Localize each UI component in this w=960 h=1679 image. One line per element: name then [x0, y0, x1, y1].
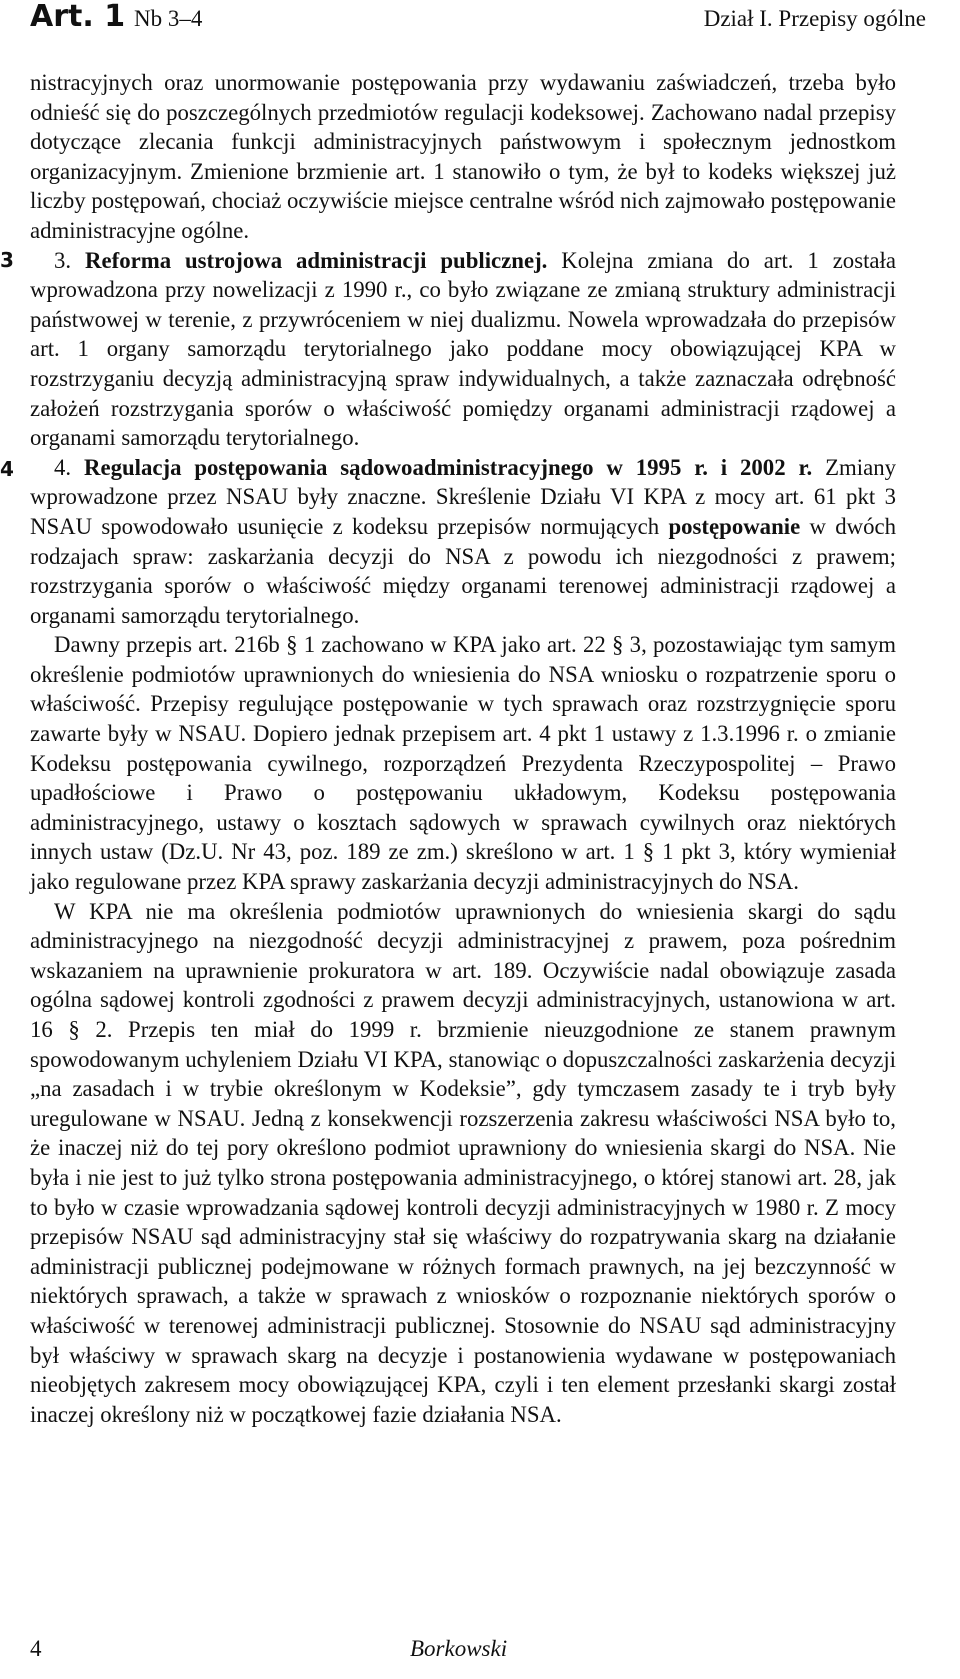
marginal-numbers-range: Nb 3–4 — [134, 6, 203, 31]
page-number: 4 — [30, 1636, 42, 1661]
page-header — [30, 0, 926, 40]
paragraph-4-bold-term: postępowanie — [668, 513, 801, 539]
paragraph-3 — [30, 246, 896, 453]
section-title: Dział I. Przepisy ogólne — [703, 6, 926, 31]
paragraph-3-number: 3. — [54, 247, 72, 273]
paragraph-continuation: nistracyjnych oraz unormowanie postępowania przy wydawaniu zaświadczeń, trzeba było odnieść się do poszczególnych przedmiotów regulacji kodeksowej. Zachowano nadal przepisy dotyczące zlecania funkcji administracyjnych państwowym i społecznym jednostkom organizacyjnym. Zmienione brzmienie art. 1 stanowiło o tym, że był to kodeks większej już liczby postępowań, chociaż oczywiście miejsce centralne wśród nich zajmowało postępowanie administracyjne ogólne. — [30, 70, 896, 243]
paragraph-5: Dawny przepis art. 216b § 1 zachowano w KPA jako art. 22 § 3, pozostawiając tym samym określenie podmiotów uprawnionych do wniesienia do NSA wniosku o rozpatrzenie sporu o właściwość. Przepisy regulujące postępowanie w tych sprawach oraz rozstrzygnięcie sporu zawarte były w NSAU. Dopiero jednak przepisem art. 4 pkt 1 ustawy z 1.3.1996 r. o zmianie Kodeksu postępowania cywilnego, rozporządzeń Prezydenta Rzeczypospolitej – Prawo upadłościowe i Prawo o postępowaniu układowym, Kodeksu postępowania administracyjnego, ustawy o kosztach sądowych w sprawach cywilnych oraz niektórych innych ustaw (Dz.U. Nr 43, poz. 189 ze zm.) skreślono w art. 1 § 1 pkt 3, który wymieniał jako regulowane przez KPA sprawy zaskarżania decyzji administracyjnych do NSA. — [30, 632, 896, 895]
author-name: Borkowski — [410, 1636, 508, 1661]
paragraph-4-text-a: Zmiany wprowadzone przez NSAU były znaczne. Skreślenie Działu VI KPA z mocy art. 61 pkt 3 NSAU spowodowało usunięcie z kodeksu przepisów normujących — [30, 454, 896, 539]
paragraph-3-text: Kolejna zmiana do art. 1 została wprowadzona przy nowelizacji z 1990 r., co było związane ze zmianą struktury administracji państwowej w terenie, z przywróceniem w niej dualizmu. Nowela wprowadzała do przepisów art. 1 organy samorządu terytorialnego jako poddane mocy obowiązującej KPA w rozstrzyganiu decyzją administracyjną spraw indywidualnych, a także zaznaczała odrębność założeń rozstrzygania sporów o właściwość pomiędzy organami administracji rządowej a organami samorządu terytorialnego. — [30, 247, 896, 451]
page-footer — [30, 1636, 926, 1670]
paragraph-4-number: 4. — [54, 454, 72, 480]
paragraph-6: W KPA nie ma określenia podmiotów uprawnionych do wniesienia skargi do sądu administracyjnego na niezgodność decyzji administracyjnej z prawem, poza pośrednim wskazaniem na uprawnienie prokuratora w art. 189. Oczywiście nadal obowiązuje zasada ogólna sądowej kontroli zgodności z prawem decyzji administracyjnych, ustanowiona w art. 16 § 2. Przepis ten miał do 1999 r. brzmienie nieuzgodnione ze stanem prawnym spowodowanym uchyleniem Działu VI KPA, stanowiąc o dopuszczalności zaskarżenia decyzji „na zasadach i w trybie określonym w Kodeksie”, gdy tymczasem zasady te i tryb były uregulowane w NSAU. Jedną z konsekwencji rozszerzenia zakresu właściwości NSA było to, że inaczej niż do tej pory określono podmiot uprawniony do wniesienia skargi do NSA. Nie była i nie jest to już tylko strona postępowania administracyjnego, o której stanowi art. 28, jak to było w czasie wprowadzania sądowej kontroli decyzji administracyjnych w 1980 r. Z mocy przepisów NSAU sąd administracyjny stał się właściwy do rozpatrywania skarg na działanie administracji publicznej podejmowane w różnych formach prawnych, na jej bezczynność w niektórych sprawach, a także w sprawach z wniosków o rozpoznanie niektórych sporów o właściwość w terenowej administracji publicznej. Stosownie do NSAU sąd administracyjny był właściwy w sprawach skarg na decyzje i postanowienia wydawane w postępowaniach nieobjętych zakresem mocy obowiązującej KPA, czyli i ten element przesłanki skargi został inaczej określony niż w początkowej fazie działania NSA. — [30, 898, 896, 1427]
paragraph-3-title: Reforma ustrojowa administracji publicznej. — [85, 247, 548, 273]
margin-number-3: 3 — [0, 248, 14, 272]
paragraph-4-title: Regulacja postępowania sądowoadministracyjnego w 1995 r. i 2002 r. — [83, 454, 813, 480]
document-body — [30, 68, 896, 1429]
paragraph-4-text-b: w dwóch rodzajach spraw: zaskarżania decyzji do NSA z powodu ich niezgodności z prawem; rozstrzygania sporów o właściwość między organami terenowej administracji rządowej a organami samorządu terytorialnego. — [30, 513, 897, 628]
article-number: Art. 1 — [30, 0, 126, 34]
paragraph-4 — [30, 453, 896, 631]
margin-number-4: 4 — [0, 457, 14, 481]
